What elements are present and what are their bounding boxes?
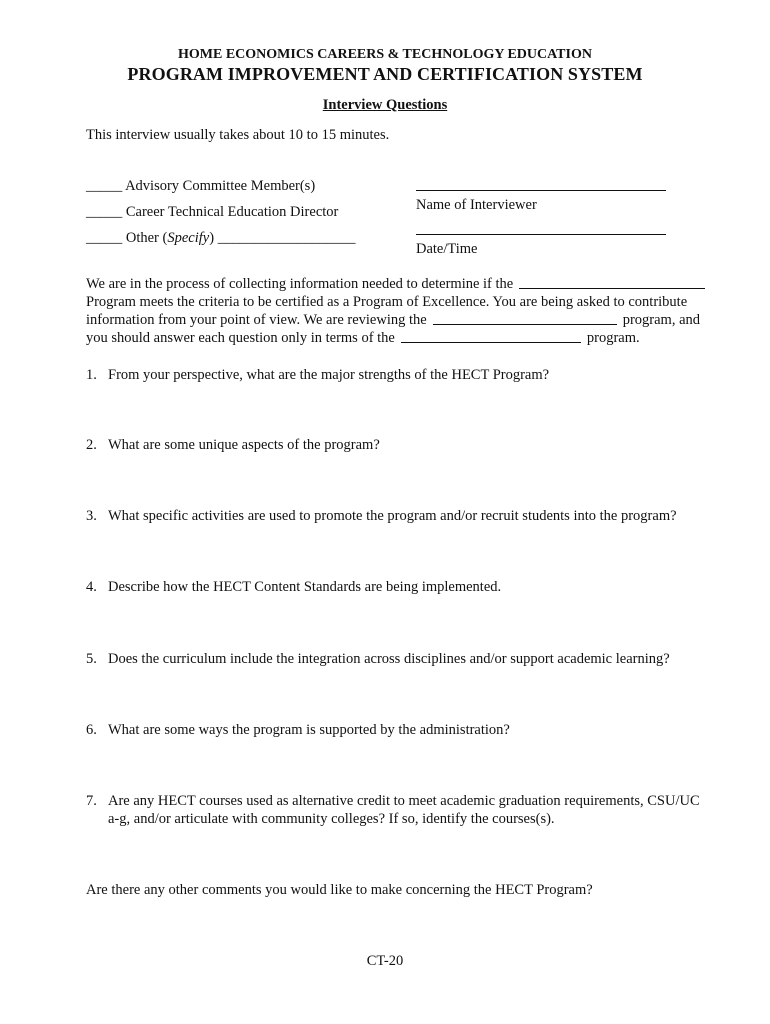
option-advisory-label: Advisory Committee Member(s): [125, 178, 316, 194]
option-other-specify: Specify: [167, 230, 210, 246]
question-number: 1.: [86, 367, 97, 383]
paragraph-line-4: [86, 329, 726, 347]
option-other-close: ): [209, 230, 215, 246]
question-2: [86, 436, 380, 454]
closing-question: Are there any other comments you would like to make concerning the HECT Program?: [86, 882, 593, 898]
option-director: [86, 203, 338, 221]
option-director-label: Career Technical Education Director: [125, 204, 339, 220]
section-title: [0, 97, 770, 114]
question-text: What specific activities are used to promote the program and/or recruit students into the program?: [108, 508, 677, 524]
question-text-continued: a-g, and/or articulate with community colleges? If so, identify the courses(s).: [108, 811, 555, 827]
date-time-label: Date/Time: [416, 241, 478, 257]
paragraph-text: We are in the process of collecting information needed to determine if the: [86, 276, 514, 292]
question-1: [86, 366, 549, 384]
interviewer-name-line[interactable]: [416, 190, 666, 191]
header-line-1: HOME ECONOMICS CAREERS & TECHNOLOGY EDUCATION: [178, 47, 592, 62]
question-6: [86, 721, 510, 739]
paragraph-line-2: [86, 293, 726, 311]
page-footer: CT-20: [366, 953, 404, 969]
paragraph-text: program.: [586, 330, 640, 346]
question-text: Describe how the HECT Content Standards are being implemented.: [108, 579, 502, 595]
question-3: [86, 507, 677, 525]
intro-text: This interview usually takes about 10 to 15 minutes.: [86, 127, 390, 143]
question-number: 6.: [86, 722, 97, 738]
option-other-label: Other (: [125, 230, 168, 246]
paragraph-text: Program meets the criteria to be certified as a Program of Excellence. You are being asked to contribute: [86, 294, 688, 310]
date-time-line[interactable]: [416, 234, 666, 235]
question-number: 2.: [86, 437, 97, 453]
paragraph-text: program, and: [622, 312, 701, 328]
option-blank[interactable]: _____: [86, 230, 123, 246]
question-number: 4.: [86, 579, 97, 595]
document-title: PROGRAM IMPROVEMENT AND CERTIFICATION SYSTEM: [127, 64, 643, 84]
program-name-blank[interactable]: [519, 275, 705, 289]
interviewer-name-label: Name of Interviewer: [416, 197, 537, 213]
question-text: What are some ways the program is supported by the administration?: [108, 722, 510, 738]
section-title-text: Interview Questions: [322, 97, 448, 113]
option-blank[interactable]: _____: [86, 204, 123, 220]
question-number: 5.: [86, 651, 97, 667]
question-text: Are any HECT courses used as alternative credit to meet academic graduation requirements, CSU/UC: [108, 793, 700, 809]
paragraph-text: information from your point of view. We are reviewing the: [86, 312, 427, 328]
question-5: [86, 650, 670, 668]
question-7: [86, 792, 700, 828]
option-other: [86, 229, 355, 247]
paragraph-line-1: [86, 275, 726, 293]
option-blank[interactable]: _____: [86, 178, 123, 194]
question-text: What are some unique aspects of the program?: [108, 437, 380, 453]
question-text: Does the curriculum include the integration across disciplines and/or support academic learning?: [108, 651, 670, 667]
question-number: 3.: [86, 508, 97, 524]
program-answer-blank[interactable]: [401, 329, 581, 343]
paragraph-line-3: [86, 311, 726, 329]
question-number: 7.: [86, 793, 97, 809]
option-advisory: [86, 177, 315, 195]
instructions-paragraph: [86, 275, 726, 347]
paragraph-text: you should answer each question only in terms of the: [86, 330, 395, 346]
question-4: [86, 578, 501, 596]
option-other-blank[interactable]: ___________________: [217, 230, 356, 246]
question-text: From your perspective, what are the major strengths of the HECT Program?: [108, 367, 550, 383]
program-reviewed-blank[interactable]: [433, 311, 617, 325]
